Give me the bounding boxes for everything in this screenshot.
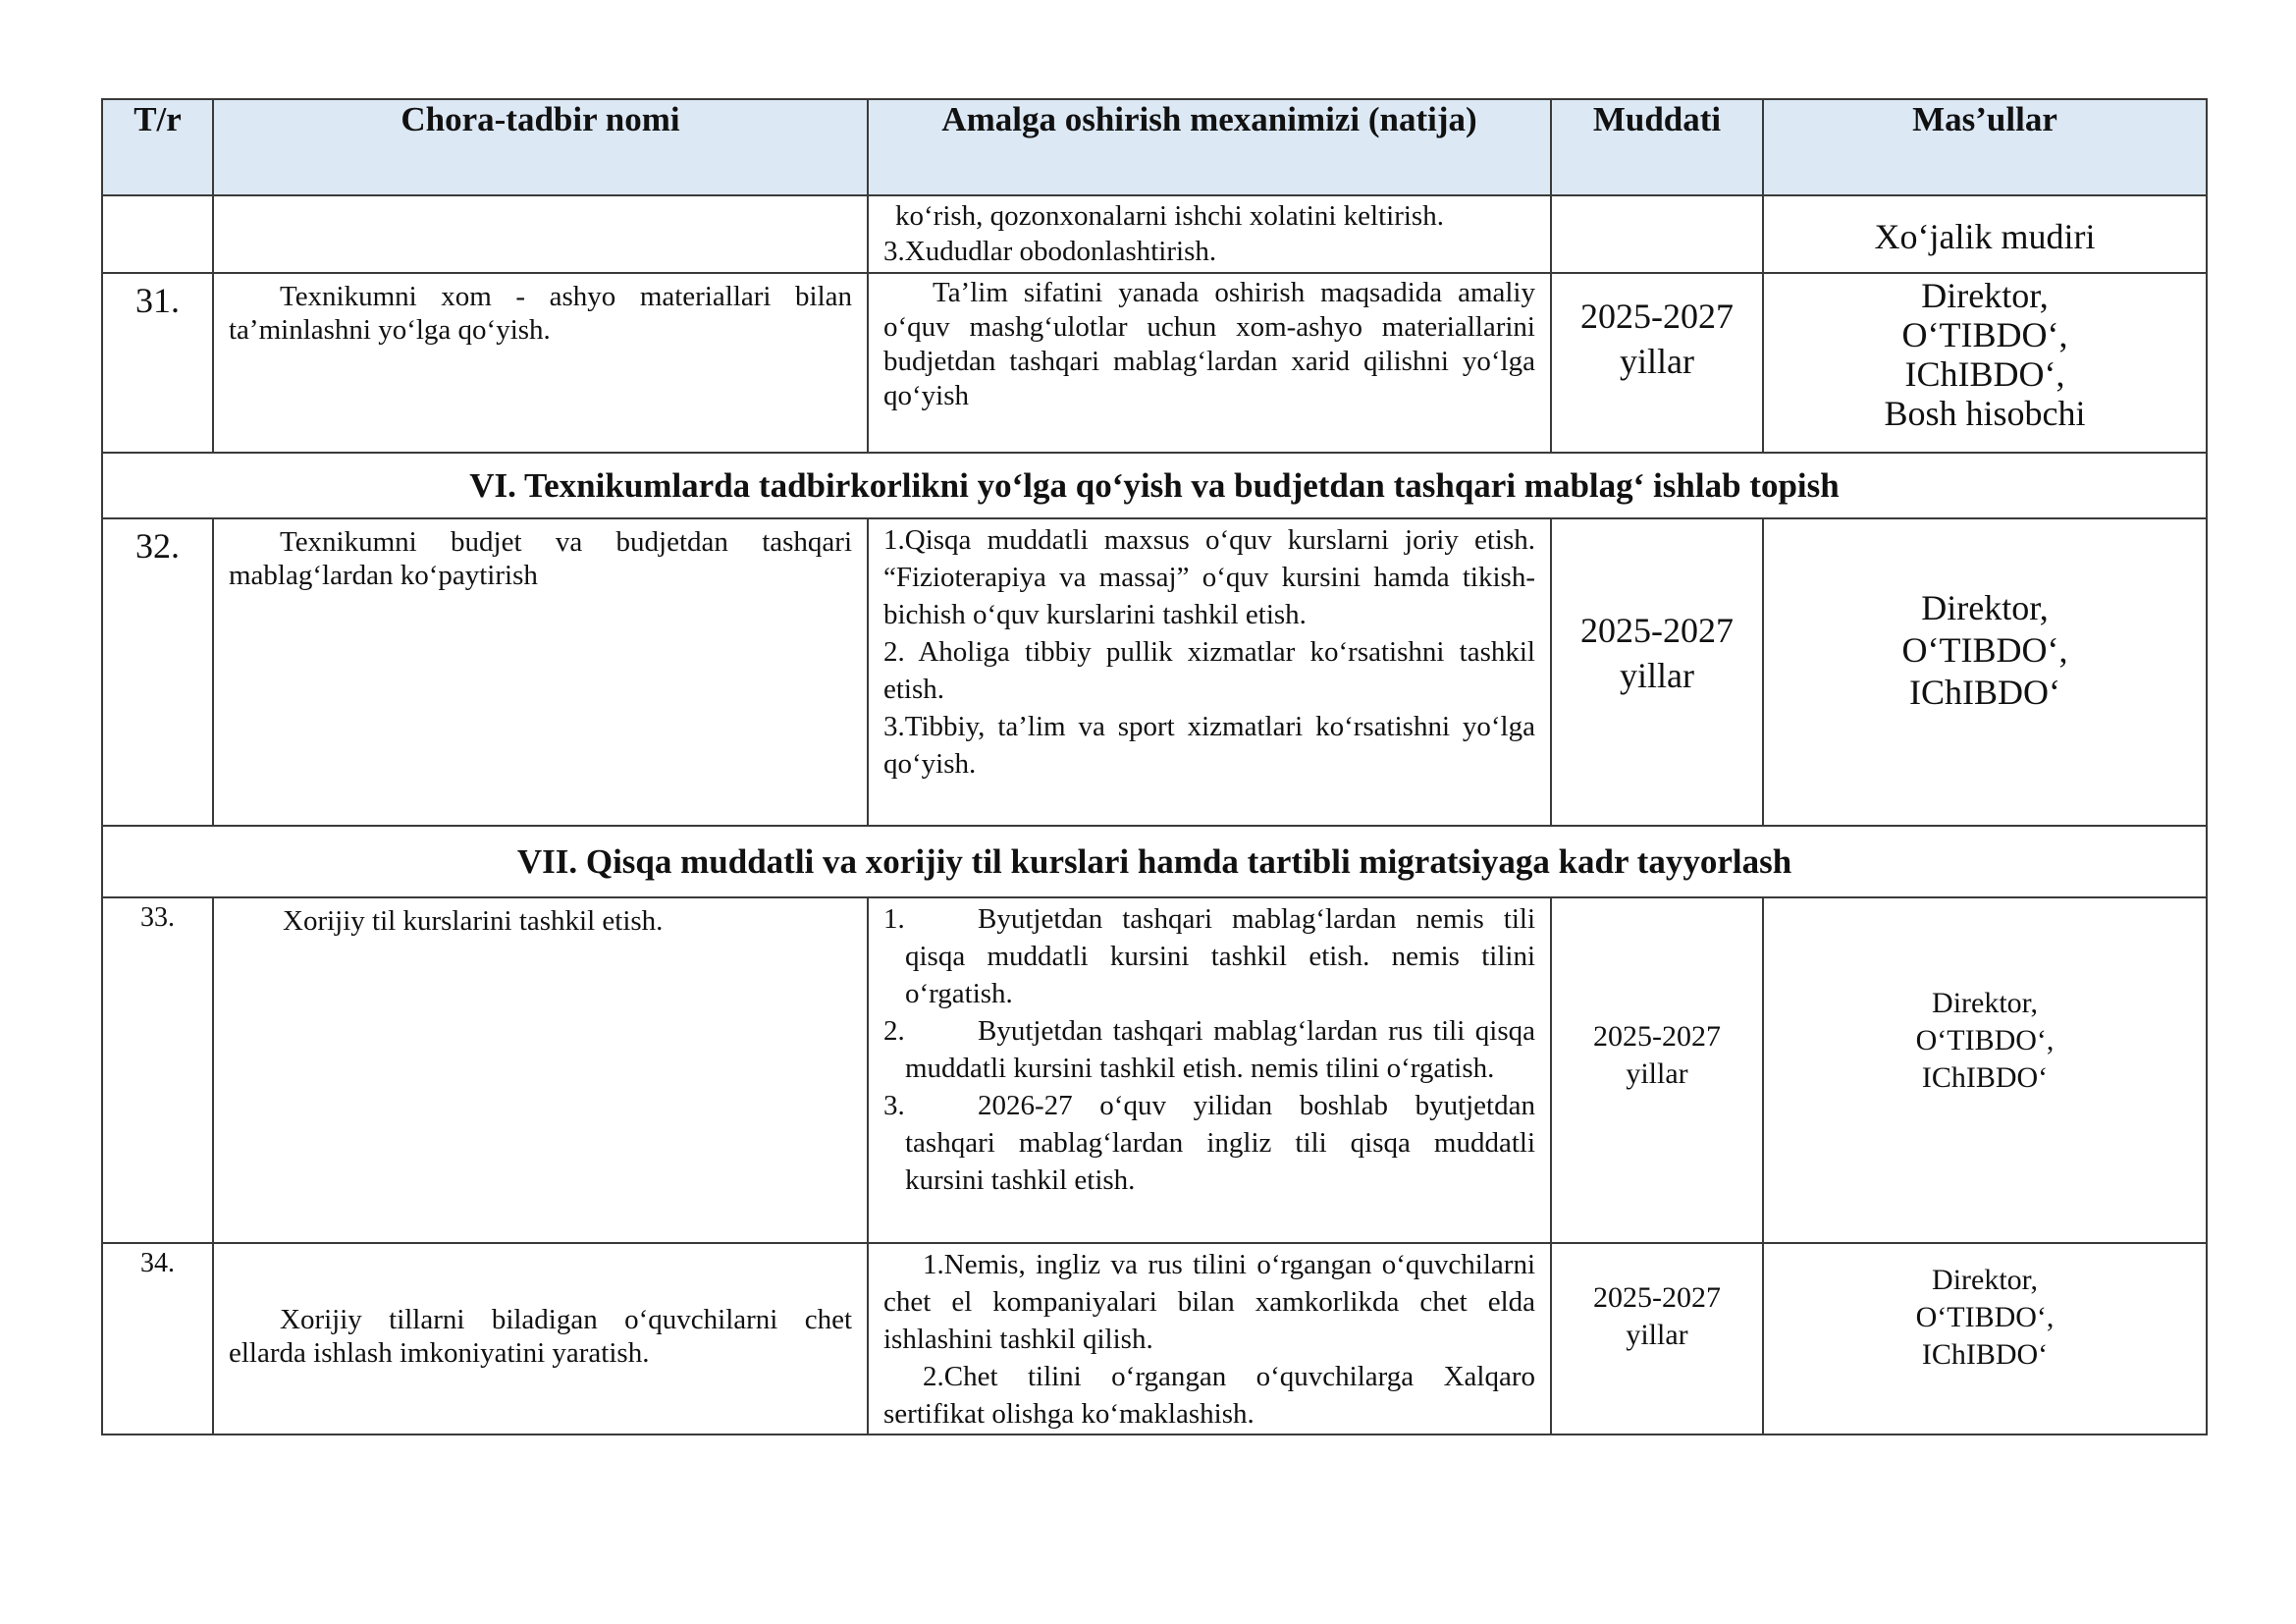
item-number: 2. [883, 1015, 905, 1047]
responsible-line: O‘TIBDO‘, [1915, 1024, 2055, 1056]
cell-term [1551, 518, 1763, 826]
cell-term [1551, 195, 1763, 273]
responsible-line: O‘TIBDO‘, [1901, 630, 2068, 670]
mechanism-item: 3.Tibbiy, ta’lim va sport xizmatlari ko‘rsatishni yo‘lga qo‘yish. [883, 711, 1535, 780]
responsible-line: Direktor, [1921, 588, 2049, 627]
item-text: Byutjetdan tashqari mablag‘lardan nemis tili qisqa muddatli kursini tashkil etish. nemis tilini o‘rgatish. [905, 903, 1535, 1009]
responsible-line: O‘TIBDO‘, [1901, 315, 2068, 354]
activity-name-text: Texnikumni budjet va budjetdan tashqari mablag‘lardan ko‘paytirish [229, 526, 852, 591]
activity-name-text: Xorijiy tillarni biladigan o‘quvchilarni chet ellarda ishlash imkoniyatini yaratish. [229, 1304, 852, 1369]
mechanism-item [883, 900, 1535, 1012]
cell-term [1551, 897, 1763, 1243]
item-number: 3. [883, 1090, 905, 1121]
cell-mechanism [868, 195, 1551, 273]
activity-name-text: Xorijiy til kurslarini tashkil etish. [283, 905, 664, 937]
item-text: 2026-27 o‘quv yilidan boshlab byutjetdan tashqari mablag‘lardan ingliz tili qisqa muddatli kursini tashkil etish. [905, 1090, 1535, 1196]
term-label: yillar [1620, 342, 1694, 381]
responsible-line: IChIBDO‘ [1909, 673, 2060, 712]
mechanism-line: ko‘rish, qozonxonalarni ishchi xolatini keltirish. [895, 200, 1444, 232]
cell-responsible [1763, 273, 2207, 453]
cell-mechanism [868, 273, 1551, 453]
responsible-line: Bosh hisobchi [1884, 394, 2086, 433]
responsible-line: IChIBDO‘ [1921, 1338, 2049, 1371]
responsible-line: O‘TIBDO‘, [1915, 1301, 2055, 1333]
action-plan-table [101, 98, 2208, 1435]
responsible-line: Direktor, [1932, 1264, 2038, 1296]
cell-name [213, 518, 868, 826]
cell-number: 34. [102, 1243, 213, 1435]
cell-name [213, 195, 868, 273]
table-row-continuation [102, 195, 2207, 273]
section-row [102, 826, 2207, 897]
cell-name [213, 1243, 868, 1435]
cell-number: 31. [102, 273, 213, 453]
responsible-line: IChIBDO‘ [1921, 1061, 2049, 1094]
header-responsible: Mas’ullar [1763, 99, 2207, 195]
mechanism-text: Ta’lim sifatini yanada oshirish maqsadida amaliy o‘quv mashg‘ulotlar uchun xom-ashyo materiallarini budjetdan tashqari mablag‘lardan xarid qilishni yo‘lga qo‘yish [883, 277, 1535, 411]
table-row [102, 1243, 2207, 1435]
responsible-line: Direktor, [1921, 276, 2049, 315]
cell-name [213, 273, 868, 453]
section-row [102, 453, 2207, 518]
cell-term [1551, 1243, 1763, 1435]
mechanism-item: 2. Aholiga tibbiy pullik xizmatlar ko‘rsatishni tashkil etish. [883, 636, 1535, 705]
mechanism-item [883, 1087, 1535, 1199]
table-row [102, 273, 2207, 453]
term-years: 2025-2027 [1580, 297, 1734, 336]
cell-responsible: Xo‘jalik mudiri [1763, 195, 2207, 273]
term-label: yillar [1626, 1057, 1688, 1090]
mechanism-line: 3.Xududlar obodonlashtirish. [883, 236, 1217, 267]
cell-mechanism [868, 518, 1551, 826]
cell-responsible [1763, 518, 2207, 826]
cell-number: 32. [102, 518, 213, 826]
cell-name [213, 897, 868, 1243]
header-mechanism: Amalga oshirish mexanimizi (natija) [868, 99, 1551, 195]
item-text: Byutjetdan tashqari mablag‘lardan rus tili qisqa muddatli kursini tashkil etish. nemis tilini o‘rgatish. [905, 1015, 1535, 1084]
mechanism-item: 1.Qisqa muddatli maxsus o‘quv kurslarni joriy etish. “Fizioterapiya va massaj” o‘quv kursini hamda tikish-bichish o‘quv kurslarini tashkil etish. [883, 524, 1535, 630]
table-row [102, 518, 2207, 826]
section-heading-vii: VII. Qisqa muddatli va xorijiy til kurslari hamda tartibli migratsiyaga kadr tayyorlash [102, 826, 2207, 897]
item-number: 1. [883, 903, 905, 935]
cell-term [1551, 273, 1763, 453]
term-label: yillar [1620, 655, 1694, 695]
activity-name-text: Texnikumni xom - ashyo materiallari bilan ta’minlashni yo‘lga qo‘yish. [229, 281, 852, 346]
mechanism-item: 1.Nemis, ingliz va rus tilini o‘rgangan o‘quvchilarni chet el kompaniyalari bilan xamkorlikda chet elda ishlashini tashkil qilish. [883, 1249, 1535, 1355]
cell-mechanism [868, 1243, 1551, 1435]
cell-responsible [1763, 1243, 2207, 1435]
cell-number: 33. [102, 897, 213, 1243]
term-years: 2025-2027 [1593, 1281, 1721, 1314]
mechanism-item: 2.Chet tilini o‘rgangan o‘quvchilarga Xalqaro sertifikat olishga ko‘maklashish. [883, 1361, 1535, 1430]
header-term: Muddati [1551, 99, 1763, 195]
header-activity-name: Chora-tadbir nomi [213, 99, 868, 195]
responsible-line: Direktor, [1932, 987, 2038, 1019]
cell-responsible [1763, 897, 2207, 1243]
table-row [102, 897, 2207, 1243]
responsible-line: IChIBDO‘, [1904, 354, 2065, 394]
cell-mechanism [868, 897, 1551, 1243]
term-years: 2025-2027 [1580, 610, 1734, 650]
cell-number [102, 195, 213, 273]
term-years: 2025-2027 [1593, 1020, 1721, 1053]
section-heading-vi: VI. Texnikumlarda tadbirkorlikni yo‘lga qo‘yish va budjetdan tashqari mablag‘ ishlab topish [102, 453, 2207, 518]
table-header-row [102, 99, 2207, 195]
mechanism-item [883, 1012, 1535, 1087]
term-label: yillar [1626, 1319, 1688, 1351]
header-number: T/r [102, 99, 213, 195]
